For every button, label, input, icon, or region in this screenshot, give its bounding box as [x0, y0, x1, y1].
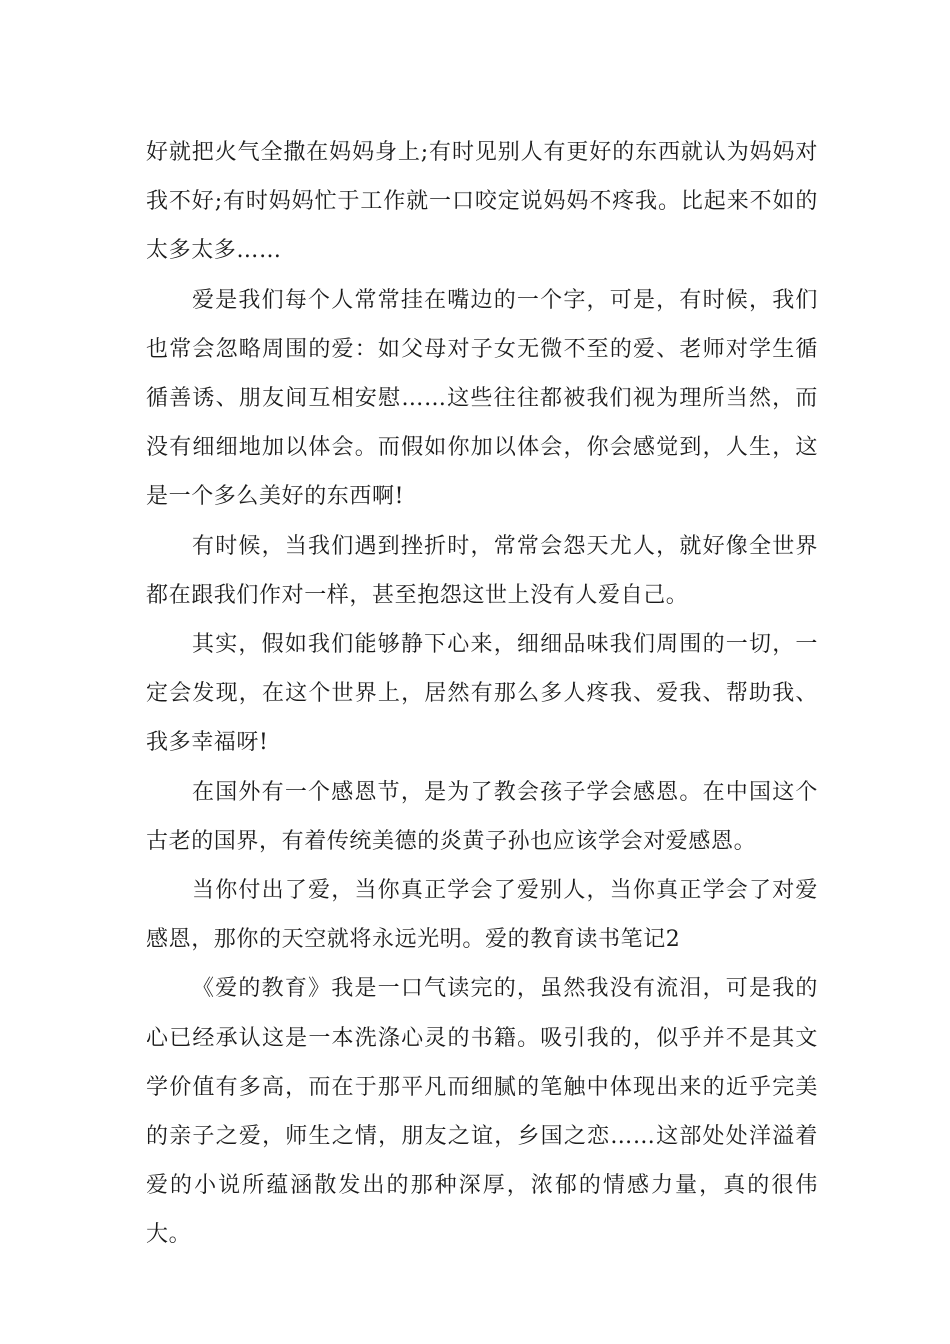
document-body [146, 128, 818, 1260]
paragraph: 其实，假如我们能够静下心来，细细品味我们周围的一切，一定会发现，在这个世界上，居然有那么多人疼我、爱我、帮助我、我多幸福呀! [146, 632, 818, 756]
paragraph: 当你付出了爱，当你真正学会了爱别人，当你真正学会了对爱感恩，那你的天空就将永远光明。爱的教育读书笔记2 [146, 878, 818, 953]
paragraph: 爱是我们每个人常常挂在嘴边的一个字，可是，有时候，我们也常会忽略周围的爱：如父母对子女无微不至的爱、老师对学生循循善诱、朋友间互相安慰……这些往往都被我们视为理所当然，而没有细细地加以体会。而假如你加以体会，你会感觉到，人生，这是一个多么美好的东西啊! [146, 287, 818, 510]
paragraph: 有时候，当我们遇到挫折时，常常会怨天尤人，就好像全世界都在跟我们作对一样，甚至抱怨这世上没有人爱自己。 [146, 533, 818, 608]
paragraph: 《爱的教育》我是一口气读完的，虽然我没有流泪，可是我的心已经承认这是一本洗涤心灵的书籍。吸引我的，似乎并不是其文学价值有多高，而在于那平凡而细腻的笔触中体现出来的近乎完美的亲子之爱，师生之情，朋友之谊，乡国之恋……这部处处洋溢着爱的小说所蕴涵散发出的那种深厚，浓郁的情感力量，真的很伟大。 [146, 976, 818, 1248]
paragraph: 在国外有一个感恩节，是为了教会孩子学会感恩。在中国这个古老的国界，有着传统美德的炎黄子孙也应该学会对爱感恩。 [146, 779, 818, 854]
paragraph-continuation: 好就把火气全撒在妈妈身上;有时见别人有更好的东西就认为妈妈对我不好;有时妈妈忙于工作就一口咬定说妈妈不疼我。比起来不如的太多太多…… [146, 140, 818, 264]
